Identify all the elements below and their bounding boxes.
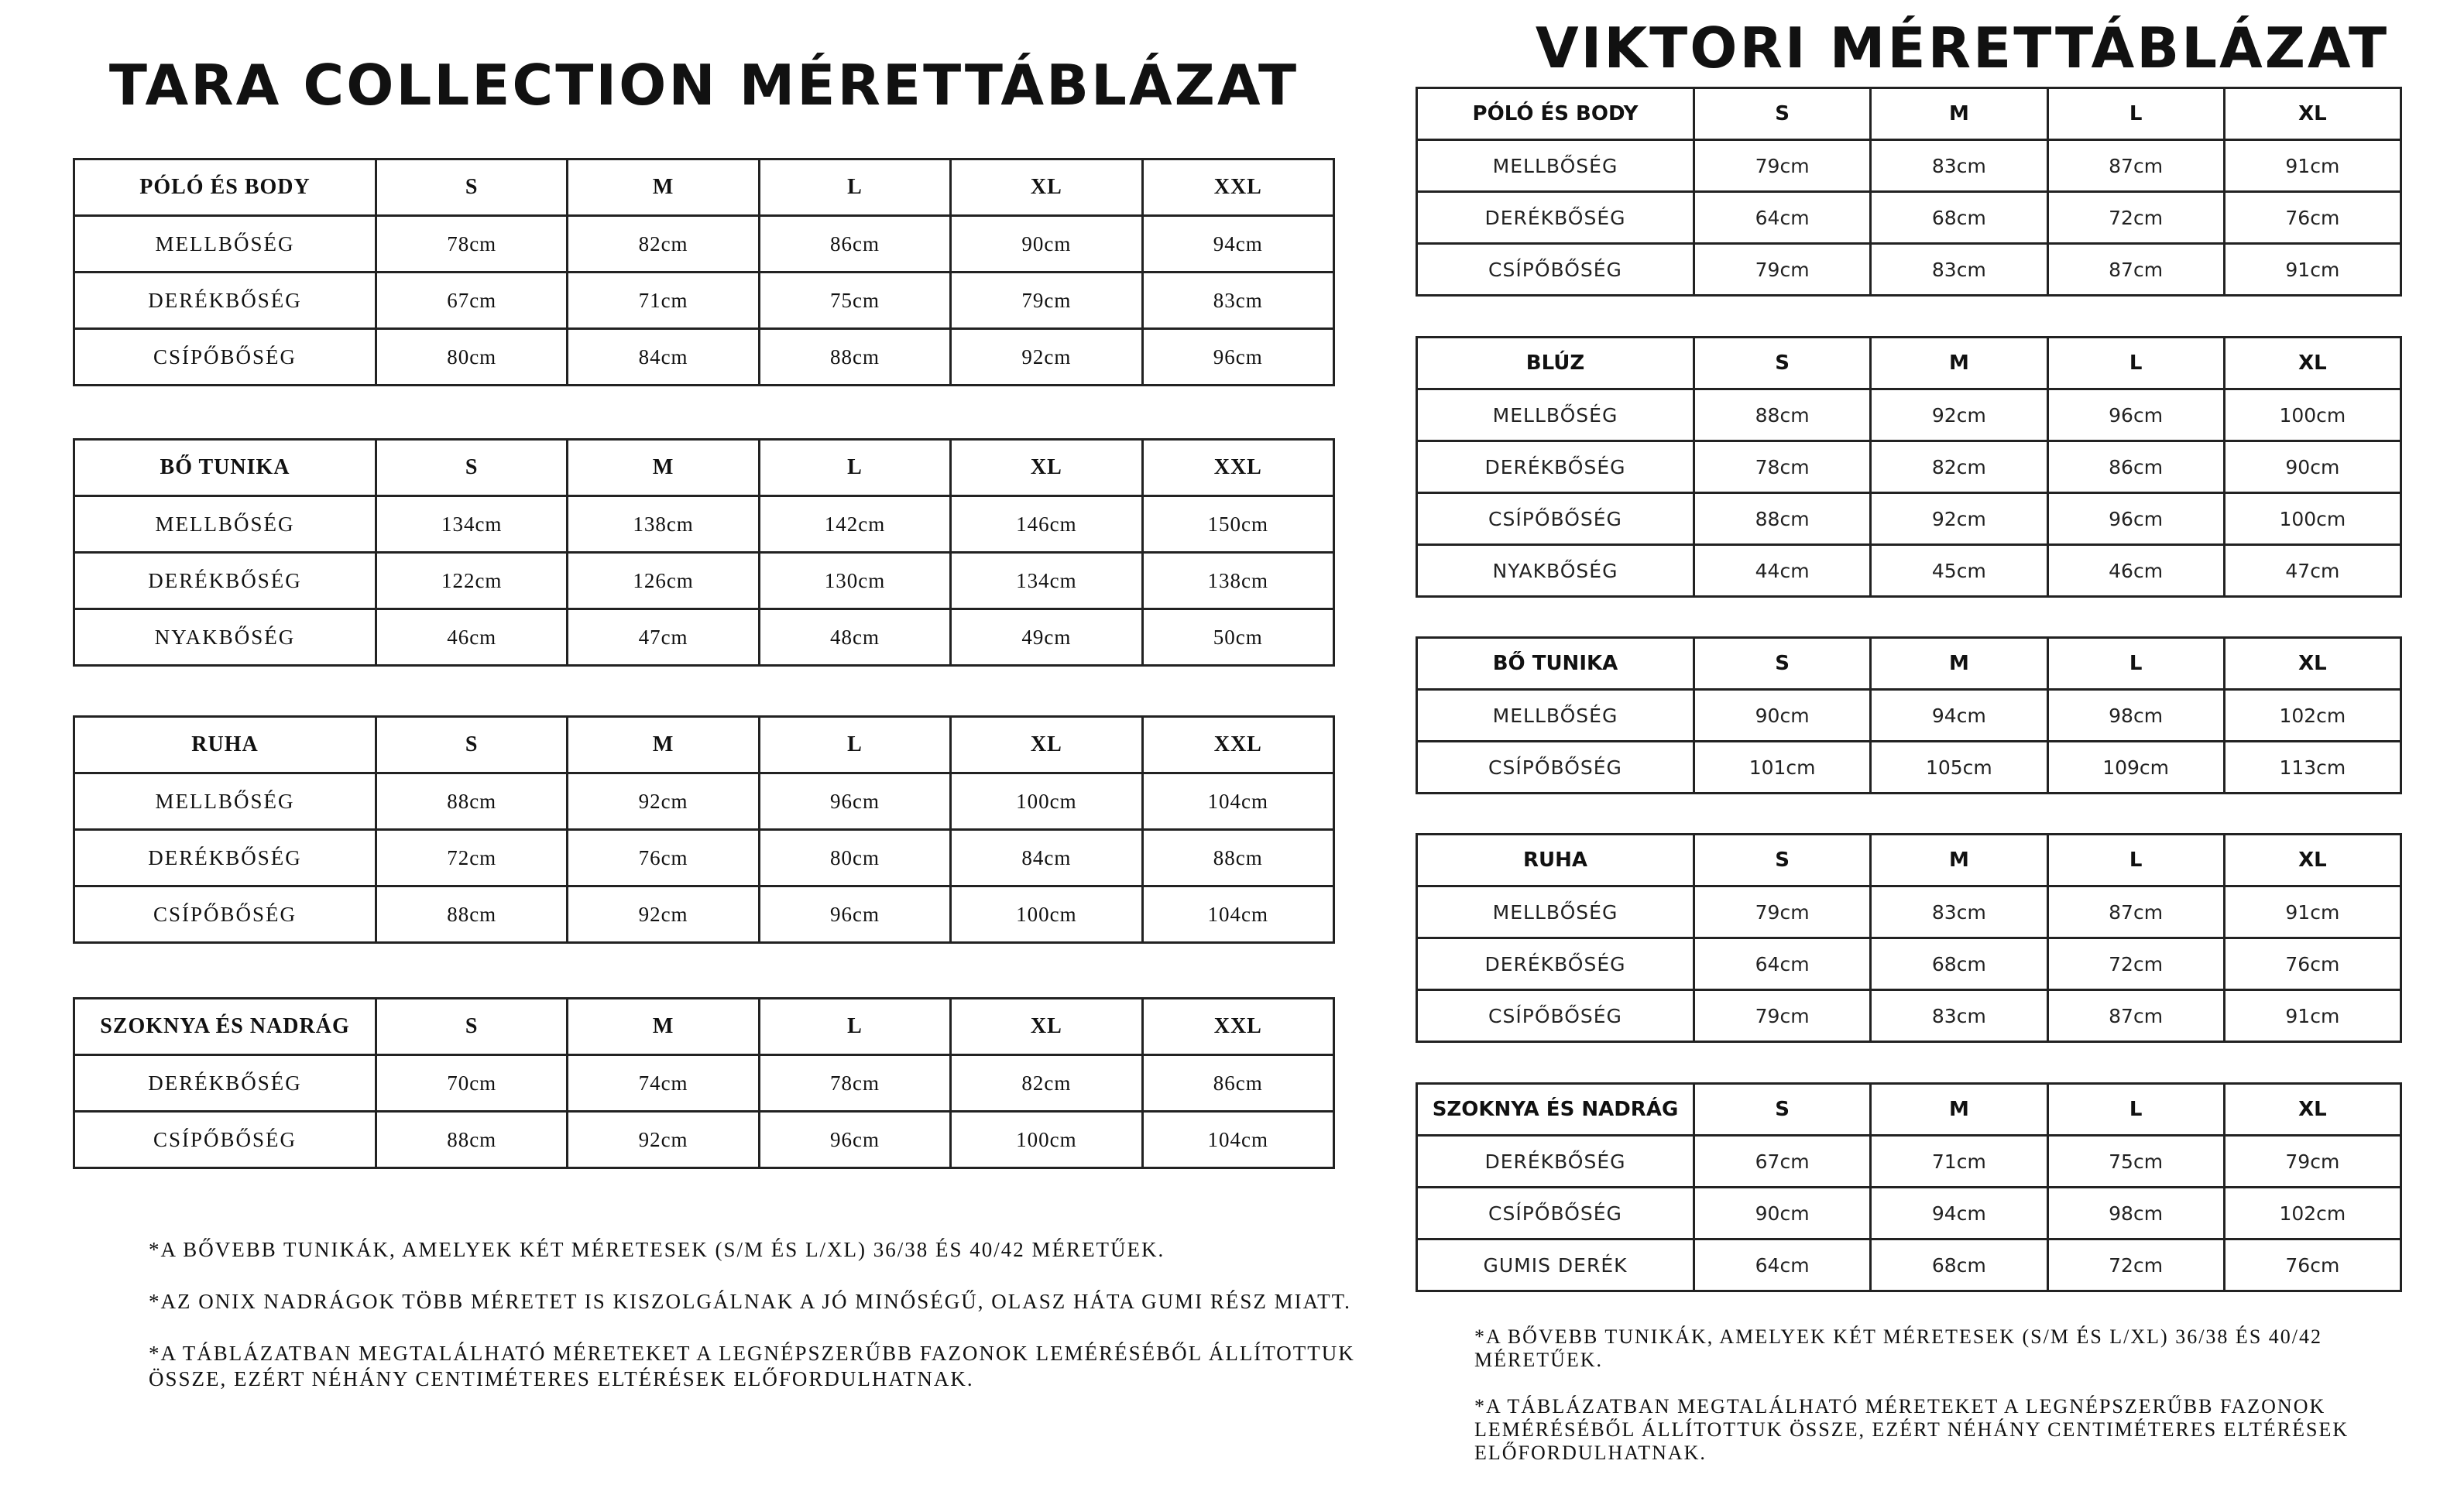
table-row — [74, 773, 1334, 830]
size-value: 88cm — [1694, 389, 1871, 441]
table-row — [1417, 886, 2401, 938]
size-value: 68cm — [1871, 938, 2047, 990]
size-value: 100cm — [951, 1112, 1142, 1168]
size-header-cell: S — [376, 159, 568, 216]
size-value: 68cm — [1871, 1239, 2047, 1291]
viktori-bluz-table — [1416, 336, 2402, 598]
size-value: 64cm — [1694, 938, 1871, 990]
size-value: 76cm — [2224, 1239, 2401, 1291]
size-header-cell: S — [376, 999, 568, 1055]
size-value: 88cm — [1694, 493, 1871, 545]
table-row — [1417, 545, 2401, 597]
table-category-cell: SZOKNYA ÉS NADRÁG — [1417, 1084, 1694, 1136]
measurement-label: MELLBŐSÉG — [1417, 690, 1694, 742]
table-row — [1417, 690, 2401, 742]
size-value: 101cm — [1694, 742, 1871, 794]
size-value: 88cm — [376, 1112, 568, 1168]
size-header-cell: XXL — [1142, 717, 1333, 773]
size-header-cell: S — [1694, 835, 1871, 886]
size-value: 47cm — [568, 609, 759, 666]
size-value: 88cm — [376, 886, 568, 943]
table-row — [1417, 140, 2401, 192]
table-header-row — [74, 440, 1334, 496]
size-value: 45cm — [1871, 545, 2047, 597]
size-header-cell: M — [1871, 835, 2047, 886]
size-value: 46cm — [2047, 545, 2224, 597]
measurement-label: CSÍPŐBŐSÉG — [74, 1112, 376, 1168]
size-value: 92cm — [1871, 493, 2047, 545]
size-value: 86cm — [759, 216, 950, 273]
size-header-cell: S — [376, 440, 568, 496]
size-value: 96cm — [759, 773, 950, 830]
size-header-cell: S — [1694, 1084, 1871, 1136]
size-value: 79cm — [1694, 886, 1871, 938]
size-header-cell: M — [568, 999, 759, 1055]
measurement-label: CSÍPŐBŐSÉG — [1417, 493, 1694, 545]
size-header-cell: M — [568, 440, 759, 496]
footnote: *A BŐVEBB TUNIKÁK, AMELYEK KÉT MÉRETESEK (S/M ÉS L/XL) 36/38 ÉS 40/42 MÉRETŰEK. — [1474, 1325, 2322, 1371]
size-header-cell: M — [568, 717, 759, 773]
size-value: 91cm — [2224, 990, 2401, 1042]
table-category-cell: BLÚZ — [1417, 338, 1694, 389]
size-value: 78cm — [1694, 441, 1871, 493]
size-value: 82cm — [951, 1055, 1142, 1112]
size-value: 71cm — [1871, 1136, 2047, 1188]
table-header-row — [74, 159, 1334, 216]
viktori-footnotes — [1474, 1325, 2349, 1488]
size-value: 130cm — [759, 553, 950, 609]
table-row — [1417, 441, 2401, 493]
size-value: 92cm — [568, 1112, 759, 1168]
size-value: 79cm — [1694, 140, 1871, 192]
size-value: 79cm — [1694, 244, 1871, 296]
measurement-label: DERÉKBŐSÉG — [1417, 938, 1694, 990]
size-value: 79cm — [1694, 990, 1871, 1042]
size-header-cell: S — [1694, 338, 1871, 389]
table-row — [1417, 244, 2401, 296]
measurement-label: CSÍPŐBŐSÉG — [74, 329, 376, 386]
size-value: 102cm — [2224, 1188, 2401, 1239]
footnote: *A BŐVEBB TUNIKÁK, AMELYEK KÉT MÉRETESEK (S/M ÉS L/XL) 36/38 ÉS 40/42 MÉRETŰEK. — [149, 1238, 1165, 1261]
size-value: 96cm — [759, 1112, 950, 1168]
measurement-label: DERÉKBŐSÉG — [74, 1055, 376, 1112]
size-value: 82cm — [568, 216, 759, 273]
size-value: 64cm — [1694, 192, 1871, 244]
tara-ruha-table — [73, 715, 1335, 944]
measurement-label: MELLBŐSÉG — [74, 216, 376, 273]
size-value: 86cm — [1142, 1055, 1333, 1112]
size-value: 92cm — [951, 329, 1142, 386]
size-value: 44cm — [1694, 545, 1871, 597]
table-header-row — [1417, 835, 2401, 886]
size-value: 82cm — [1871, 441, 2047, 493]
viktori-polo-es-body-table — [1416, 87, 2402, 297]
viktori-title: VIKTORI MÉRETTÁBLÁZAT — [1535, 15, 2390, 81]
size-value: 83cm — [1871, 990, 2047, 1042]
size-value: 150cm — [1142, 496, 1333, 553]
measurement-label: CSÍPŐBŐSÉG — [74, 886, 376, 943]
table-header-row — [74, 717, 1334, 773]
tara-szoknya-es-nadrag-table — [73, 997, 1335, 1169]
tara-polo-es-body-table — [73, 158, 1335, 386]
size-value: 76cm — [2224, 938, 2401, 990]
size-value: 96cm — [2047, 493, 2224, 545]
size-value: 96cm — [2047, 389, 2224, 441]
table-row — [74, 886, 1334, 943]
size-value: 91cm — [2224, 244, 2401, 296]
size-value: 92cm — [1871, 389, 2047, 441]
table-header-row — [74, 999, 1334, 1055]
measurement-label: DERÉKBŐSÉG — [1417, 1136, 1694, 1188]
size-value: 74cm — [568, 1055, 759, 1112]
table-category-cell: PÓLÓ ÉS BODY — [74, 159, 376, 216]
size-value: 72cm — [2047, 938, 2224, 990]
size-header-cell: XL — [2224, 638, 2401, 690]
size-value: 100cm — [2224, 493, 2401, 545]
size-value: 70cm — [376, 1055, 568, 1112]
viktori-szoknya-es-nadrag-table — [1416, 1082, 2402, 1292]
tara-footnotes — [149, 1237, 1372, 1418]
size-value: 76cm — [2224, 192, 2401, 244]
size-header-cell: XL — [2224, 338, 2401, 389]
table-row — [74, 609, 1334, 666]
table-row — [74, 1112, 1334, 1168]
size-value: 83cm — [1871, 140, 2047, 192]
size-value: 88cm — [1142, 830, 1333, 886]
size-value: 86cm — [2047, 441, 2224, 493]
footnote: *A TÁBLÁZATBAN MEGTALÁLHATÓ MÉRETEKET A LEGNÉPSZERŰBB FAZONOK LEMÉRÉSÉBŐL ÁLLÍTOTTUK ÖSSZE, EZÉRT NÉHÁNY CENTIMÉTERES ELTÉRÉSEK ELŐFORDULHATNAK. — [149, 1342, 1355, 1390]
size-value: 94cm — [1871, 1188, 2047, 1239]
size-value: 94cm — [1871, 690, 2047, 742]
size-header-cell: L — [2047, 88, 2224, 140]
measurement-label: DERÉKBŐSÉG — [1417, 441, 1694, 493]
table-row — [1417, 192, 2401, 244]
size-header-cell: M — [1871, 638, 2047, 690]
measurement-label: DERÉKBŐSÉG — [74, 553, 376, 609]
size-value: 80cm — [376, 329, 568, 386]
measurement-label: NYAKBŐSÉG — [1417, 545, 1694, 597]
measurement-label: CSÍPŐBŐSÉG — [1417, 1188, 1694, 1239]
table-category-cell: RUHA — [1417, 835, 1694, 886]
size-value: 105cm — [1871, 742, 2047, 794]
table-header-row — [1417, 1084, 2401, 1136]
size-value: 75cm — [2047, 1136, 2224, 1188]
measurement-label: GUMIS DERÉK — [1417, 1239, 1694, 1291]
size-value: 138cm — [1142, 553, 1333, 609]
size-value: 104cm — [1142, 1112, 1333, 1168]
measurement-label: NYAKBŐSÉG — [74, 609, 376, 666]
size-value: 88cm — [759, 329, 950, 386]
measurement-label: MELLBŐSÉG — [1417, 140, 1694, 192]
measurement-label: CSÍPŐBŐSÉG — [1417, 742, 1694, 794]
size-header-cell: L — [2047, 638, 2224, 690]
measurement-label: CSÍPŐBŐSÉG — [1417, 990, 1694, 1042]
size-value: 90cm — [1694, 690, 1871, 742]
size-value: 104cm — [1142, 773, 1333, 830]
size-header-cell: XL — [2224, 835, 2401, 886]
size-header-cell: XL — [2224, 1084, 2401, 1136]
table-row — [1417, 389, 2401, 441]
size-value: 102cm — [2224, 690, 2401, 742]
table-row — [1417, 938, 2401, 990]
size-value: 71cm — [568, 273, 759, 329]
size-header-cell: S — [376, 717, 568, 773]
table-row — [74, 496, 1334, 553]
size-header-cell: S — [1694, 88, 1871, 140]
table-header-row — [1417, 638, 2401, 690]
size-value: 126cm — [568, 553, 759, 609]
table-header-row — [1417, 338, 2401, 389]
size-value: 72cm — [2047, 192, 2224, 244]
size-value: 46cm — [376, 609, 568, 666]
size-value: 90cm — [1694, 1188, 1871, 1239]
size-value: 100cm — [2224, 389, 2401, 441]
size-value: 83cm — [1871, 244, 2047, 296]
measurement-label: DERÉKBŐSÉG — [74, 273, 376, 329]
size-value: 48cm — [759, 609, 950, 666]
size-value: 79cm — [951, 273, 1142, 329]
tara-collection-title: TARA COLLECTION MÉRETTÁBLÁZAT — [108, 53, 1299, 118]
size-value: 134cm — [951, 553, 1142, 609]
size-value: 94cm — [1142, 216, 1333, 273]
size-header-cell: S — [1694, 638, 1871, 690]
size-header-cell: L — [2047, 1084, 2224, 1136]
size-value: 64cm — [1694, 1239, 1871, 1291]
footnote: *A TÁBLÁZATBAN MEGTALÁLHATÓ MÉRETEKET A LEGNÉPSZERŰBB FAZONOK LEMÉRÉSÉBŐL ÁLLÍTOTTUK ÖSSZE, EZÉRT NÉHÁNY CENTIMÉTERES ELTÉRÉSEK ELŐFORDULHATNAK. — [1474, 1395, 2349, 1464]
size-value: 47cm — [2224, 545, 2401, 597]
size-value: 134cm — [376, 496, 568, 553]
size-header-cell: L — [2047, 338, 2224, 389]
size-value: 75cm — [759, 273, 950, 329]
footnote: *AZ ONIX NADRÁGOK TÖBB MÉRETET IS KISZOLGÁLNAK A JÓ MINŐSÉGŰ, OLASZ HÁTA GUMI RÉSZ MIATT. — [149, 1290, 1351, 1313]
table-row — [1417, 742, 2401, 794]
size-value: 91cm — [2224, 140, 2401, 192]
size-header-cell: XL — [951, 717, 1142, 773]
size-value: 90cm — [951, 216, 1142, 273]
size-header-cell: M — [1871, 1084, 2047, 1136]
size-value: 50cm — [1142, 609, 1333, 666]
measurement-label: MELLBŐSÉG — [74, 496, 376, 553]
size-value: 78cm — [376, 216, 568, 273]
size-value: 87cm — [2047, 140, 2224, 192]
size-header-cell: XL — [951, 440, 1142, 496]
size-value: 96cm — [1142, 329, 1333, 386]
size-value: 83cm — [1142, 273, 1333, 329]
size-value: 84cm — [568, 329, 759, 386]
size-value: 87cm — [2047, 244, 2224, 296]
size-header-cell: XXL — [1142, 440, 1333, 496]
viktori-ruha-table — [1416, 833, 2402, 1043]
size-value: 113cm — [2224, 742, 2401, 794]
measurement-label: DERÉKBŐSÉG — [1417, 192, 1694, 244]
table-category-cell: PÓLÓ ÉS BODY — [1417, 88, 1694, 140]
table-row — [74, 553, 1334, 609]
size-value: 72cm — [376, 830, 568, 886]
size-header-cell: L — [2047, 835, 2224, 886]
size-value: 87cm — [2047, 990, 2224, 1042]
size-value: 83cm — [1871, 886, 2047, 938]
size-value: 98cm — [2047, 1188, 2224, 1239]
size-value: 87cm — [2047, 886, 2224, 938]
table-row — [74, 216, 1334, 273]
size-value: 49cm — [951, 609, 1142, 666]
table-row — [1417, 990, 2401, 1042]
table-row — [1417, 1239, 2401, 1291]
size-value: 67cm — [1694, 1136, 1871, 1188]
size-value: 98cm — [2047, 690, 2224, 742]
viktori-bo-tunika-table — [1416, 636, 2402, 794]
size-header-cell: M — [568, 159, 759, 216]
size-header-cell: XL — [951, 159, 1142, 216]
size-value: 92cm — [568, 773, 759, 830]
size-header-cell: XXL — [1142, 159, 1333, 216]
table-row — [74, 329, 1334, 386]
table-category-cell: SZOKNYA ÉS NADRÁG — [74, 999, 376, 1055]
size-value: 76cm — [568, 830, 759, 886]
size-value: 68cm — [1871, 192, 2047, 244]
size-header-cell: M — [1871, 338, 2047, 389]
table-header-row — [1417, 88, 2401, 140]
size-value: 146cm — [951, 496, 1142, 553]
table-row — [74, 830, 1334, 886]
table-category-cell: RUHA — [74, 717, 376, 773]
size-value: 79cm — [2224, 1136, 2401, 1188]
size-header-cell: M — [1871, 88, 2047, 140]
size-header-cell: L — [759, 440, 950, 496]
size-header-cell: XXL — [1142, 999, 1333, 1055]
size-value: 90cm — [2224, 441, 2401, 493]
size-header-cell: XL — [2224, 88, 2401, 140]
size-value: 78cm — [759, 1055, 950, 1112]
size-value: 109cm — [2047, 742, 2224, 794]
size-value: 80cm — [759, 830, 950, 886]
table-category-cell: BŐ TUNIKA — [1417, 638, 1694, 690]
size-value: 138cm — [568, 496, 759, 553]
measurement-label: CSÍPŐBŐSÉG — [1417, 244, 1694, 296]
size-value: 96cm — [759, 886, 950, 943]
table-row — [1417, 493, 2401, 545]
measurement-label: MELLBŐSÉG — [1417, 389, 1694, 441]
table-row — [1417, 1188, 2401, 1239]
size-value: 100cm — [951, 773, 1142, 830]
table-row — [1417, 1136, 2401, 1188]
size-value: 122cm — [376, 553, 568, 609]
size-header-cell: XL — [951, 999, 1142, 1055]
table-category-cell: BŐ TUNIKA — [74, 440, 376, 496]
size-value: 91cm — [2224, 886, 2401, 938]
table-row — [74, 1055, 1334, 1112]
size-value: 72cm — [2047, 1239, 2224, 1291]
size-value: 100cm — [951, 886, 1142, 943]
size-value: 142cm — [759, 496, 950, 553]
size-value: 67cm — [376, 273, 568, 329]
size-value: 84cm — [951, 830, 1142, 886]
size-value: 92cm — [568, 886, 759, 943]
measurement-label: MELLBŐSÉG — [74, 773, 376, 830]
size-header-cell: L — [759, 999, 950, 1055]
measurement-label: DERÉKBŐSÉG — [74, 830, 376, 886]
measurement-label: MELLBŐSÉG — [1417, 886, 1694, 938]
table-row — [74, 273, 1334, 329]
tara-bo-tunika-table — [73, 438, 1335, 667]
size-value: 88cm — [376, 773, 568, 830]
size-value: 104cm — [1142, 886, 1333, 943]
size-header-cell: L — [759, 159, 950, 216]
size-header-cell: L — [759, 717, 950, 773]
